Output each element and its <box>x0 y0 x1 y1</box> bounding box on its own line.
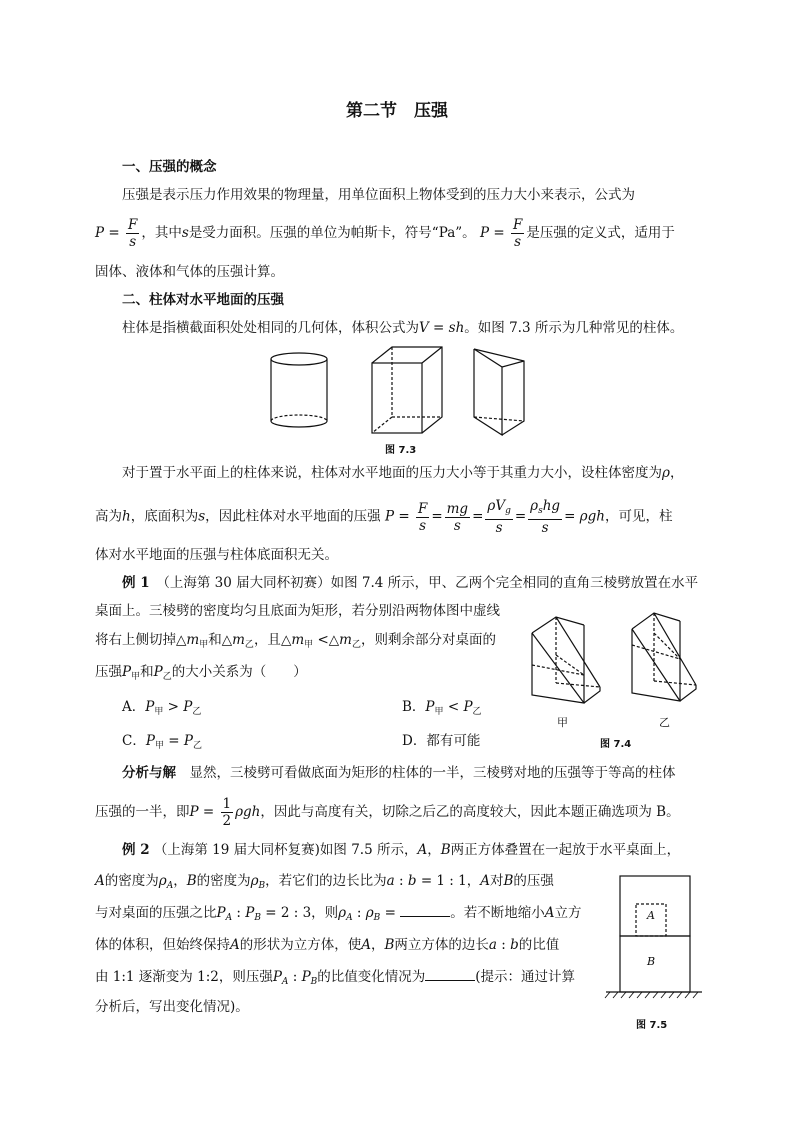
option-a: A．$P_甲 > P_乙$ <box>122 699 202 717</box>
page-title: 第二节 压强 <box>346 101 448 121</box>
example-2-line-3: 与对桌面的压强之比$P_A$ : $P_B = 2$ : 3，则$\rho_A$ : $\rho_B$ = 。若不断地缩小A立方 <box>95 905 582 923</box>
figure-7-5-blocks <box>604 872 704 1002</box>
option-b: B．$P_甲 < P_乙$ <box>402 699 482 717</box>
figure-7-5-caption: 图 7.5 <box>636 1020 668 1031</box>
option-d: D．都有可能 <box>402 733 481 749</box>
block-a-label: A <box>647 909 655 922</box>
figure-7-4-label-yi: 乙 <box>659 716 670 729</box>
s2-para-line-3: 体对水平地面的压强与柱体底面积无关。 <box>95 547 338 563</box>
example-2-line-1: 例 2 （上海第 19 届大同杯复赛)如图 7.5 所示，A，B两正方体叠置在一起放于水平桌面上， <box>122 842 681 858</box>
answer-blank-2[interactable] <box>425 968 475 981</box>
figure-7-4-caption: 图 7.4 <box>600 739 632 750</box>
block-b-label: B <box>647 955 656 968</box>
s2-line-1: 柱体是指横截面积处处相同的几何体，体积公式为V = sh。如图 7.3 所示为几种常见的柱体。 <box>122 320 684 336</box>
figure-7-4-label-jia: 甲 <box>557 716 568 729</box>
triangular-prism-shape <box>474 349 524 435</box>
example-1-line-1: 例 1 （上海第 30 届大同杯初赛）如图 7.4 所示，甲、乙两个完全相同的直角三棱劈放置在水平 <box>122 575 699 591</box>
figure-7-4-prisms <box>528 605 708 715</box>
analysis-line-2: 压强的一半，即P = $\frac{1}{2}$ ρgh，因此与高度有关，切除之后乙的高度较大，因此本题正确选项为 B。 <box>95 796 680 829</box>
s1-line-3: 固体、液体和气体的压强计算。 <box>95 264 284 280</box>
answer-blank-1[interactable] <box>400 904 450 917</box>
example-1-line-4: 压强$P_甲$和$P_乙$的大小关系为（ ） <box>95 664 307 682</box>
example-2-line-6: 分析后，写出变化情况)。 <box>95 999 249 1015</box>
analysis-line-1: 分析与解 显然，三棱劈可看做底面为矩形的柱体的一半，三棱劈对地的压强等于等高的柱体 <box>122 765 676 781</box>
prism-jia <box>532 617 600 703</box>
s2-para-line-1: 对于置于水平面上的柱体来说，柱体对水平地面的压力大小等于其重力大小，设柱体密度为ρ， <box>122 465 684 481</box>
section-1-heading: 一、压强的概念 <box>122 159 217 175</box>
s2-para-line-2: 高为h，底面积为s，因此柱体对水平地面的压强 P = $\frac{F}{s}$ = $\frac{mg}{s}$ = $\frac{\rho V_g}{s}$ = $\frac{\rho_shg}{s}$ = ρgh，可见，柱 <box>95 498 673 536</box>
prism-yi <box>632 613 696 701</box>
section-2-heading: 二、柱体对水平地面的压强 <box>122 292 284 308</box>
example-1-line-3: 将右上侧切掉$\triangle m_甲$和$\triangle m_乙$，且$\triangle m_甲$ $<\triangle m_乙$，则剩余部分对桌面的 <box>95 632 496 650</box>
example-2-line-4: 体的体积，但始终保持A的形状为立方体，使A，B两立方体的边长a : b的比值 <box>95 937 560 953</box>
figure-7-3-shapes <box>262 343 542 438</box>
cylinder-shape <box>271 353 327 427</box>
cuboid-shape <box>372 347 442 433</box>
figure-7-3-caption: 图 7.3 <box>385 445 417 456</box>
option-c: C．$P_甲 = P_乙$ <box>122 733 202 751</box>
example-1-line-2: 桌面上。三棱劈的密度均匀且底面为矩形，若分别沿两物体图中虚线 <box>95 603 500 619</box>
example-2-line-5: 由 1:1 逐渐变为 1:2，则压强$P_A$ : $P_B$的比值变化情况为 (提示：通过计算 <box>95 969 576 987</box>
s1-line-1: 压强是表示压力作用效果的物理量，用单位面积上物体受到的压力大小来表示，公式为 <box>122 187 635 203</box>
example-2-line-2: A的密度为$\rho_A$，B的密度为$\rho_B$，若它们的边长比为a : b = 1 : 1，A对B的压强 <box>95 873 554 891</box>
s1-line-2: P = $\frac{F}{s}$ ，其中s是受力面积。压强的单位为帕斯卡，符号“Pa”。 P = $\frac{F}{s}$ 是压强的定义式，适用于 <box>95 217 675 250</box>
